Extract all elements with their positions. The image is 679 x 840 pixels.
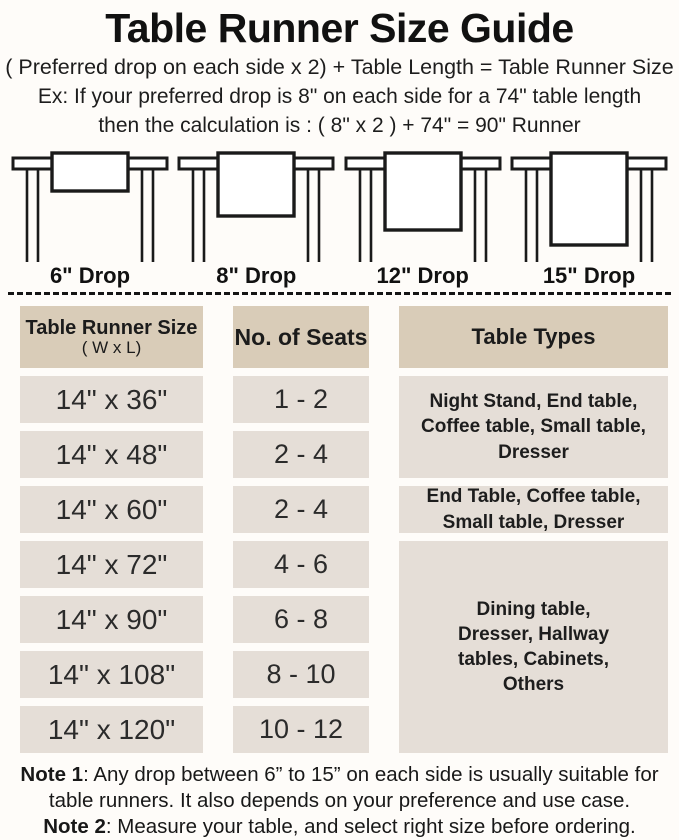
note-2-text: : Measure your table, and select right size before ordering. — [105, 815, 636, 839]
note-1-text: : Any drop between 6” to 15” on each side is usually suitable for table runners. It also depends on your preference and use case. — [48, 763, 659, 813]
header-table-types: Table Types — [399, 306, 668, 368]
drop-label-6: 6" Drop — [49, 263, 131, 288]
drop-diagrams-row — [0, 150, 679, 289]
size-cell-14x36: 14" x 36" — [20, 376, 203, 423]
seats-cell-6-8: 6 - 8 — [233, 596, 369, 643]
note-2-label: Note 2 — [43, 815, 106, 839]
table-runner-drop-12-illustration — [343, 150, 503, 262]
example-text-line2: then the calculation is : ( 8" x 2 ) + 74" = 90" Runner — [98, 114, 581, 137]
header-no-of-seats: No. of Seats — [233, 306, 369, 368]
type-cell-small-tables — [399, 376, 668, 478]
size-guide-table — [20, 306, 669, 753]
header-runner-size — [20, 306, 203, 368]
formula-text: ( Preferred drop on each side x 2) + Table Length = Table Runner Size — [5, 55, 674, 79]
seats-cell-2-4a: 2 - 4 — [233, 431, 369, 478]
type-cell-large-tables-text: Dining table, Dresser, Hallway tables, Cabinets, Others — [457, 598, 610, 696]
note-2 — [43, 815, 636, 838]
type-cell-medium-tables — [399, 486, 668, 533]
size-cell-14x60: 14" x 60" — [20, 486, 203, 533]
drop-label-8: 8" Drop — [216, 263, 297, 288]
notes-section — [0, 762, 679, 840]
table-runner-drop-6-illustration — [10, 150, 170, 262]
drop-diagram-15 — [509, 150, 669, 289]
size-cell-14x48: 14" x 48" — [20, 431, 203, 478]
note-1-label: Note 1 — [20, 763, 84, 786]
type-cell-large-tables — [399, 541, 668, 753]
size-cell-14x72: 14" x 72" — [20, 541, 203, 588]
table-runner-drop-15-illustration — [509, 150, 669, 262]
size-cell-14x90: 14" x 90" — [20, 596, 203, 643]
seats-cell-10-12: 10 - 12 — [233, 706, 369, 753]
page-title: Table Runner Size Guide — [105, 5, 574, 51]
dashed-divider — [8, 292, 671, 295]
type-cell-small-tables-text: Night Stand, End table, Coffee table, Small table, Dresser — [421, 391, 646, 463]
size-cell-14x108: 14" x 108" — [20, 651, 203, 698]
drop-diagram-6 — [10, 150, 170, 289]
seats-cell-4-6: 4 - 6 — [233, 541, 369, 588]
drop-diagram-12 — [343, 150, 503, 289]
type-cell-medium-tables-text: End Table, Coffee table, Small table, Dresser — [426, 486, 641, 533]
seats-cell-8-10: 8 - 10 — [233, 651, 369, 698]
seats-cell-2-4b: 2 - 4 — [233, 486, 369, 533]
seats-cell-1-2: 1 - 2 — [233, 376, 369, 423]
header-runner-size-sub: ( W x L) — [81, 337, 142, 357]
example-text-line1: Ex: If your preferred drop is 8" on each side for a 74" table length — [37, 85, 642, 108]
size-cell-14x120: 14" x 120" — [20, 706, 203, 753]
drop-label-15: 15" Drop — [542, 263, 636, 288]
table-runner-drop-8-illustration — [176, 150, 336, 262]
header-runner-size-title: Table Runner Size — [25, 316, 198, 339]
drop-label-12: 12" Drop — [376, 263, 469, 288]
note-1 — [20, 763, 658, 812]
drop-diagram-8 — [176, 150, 336, 289]
